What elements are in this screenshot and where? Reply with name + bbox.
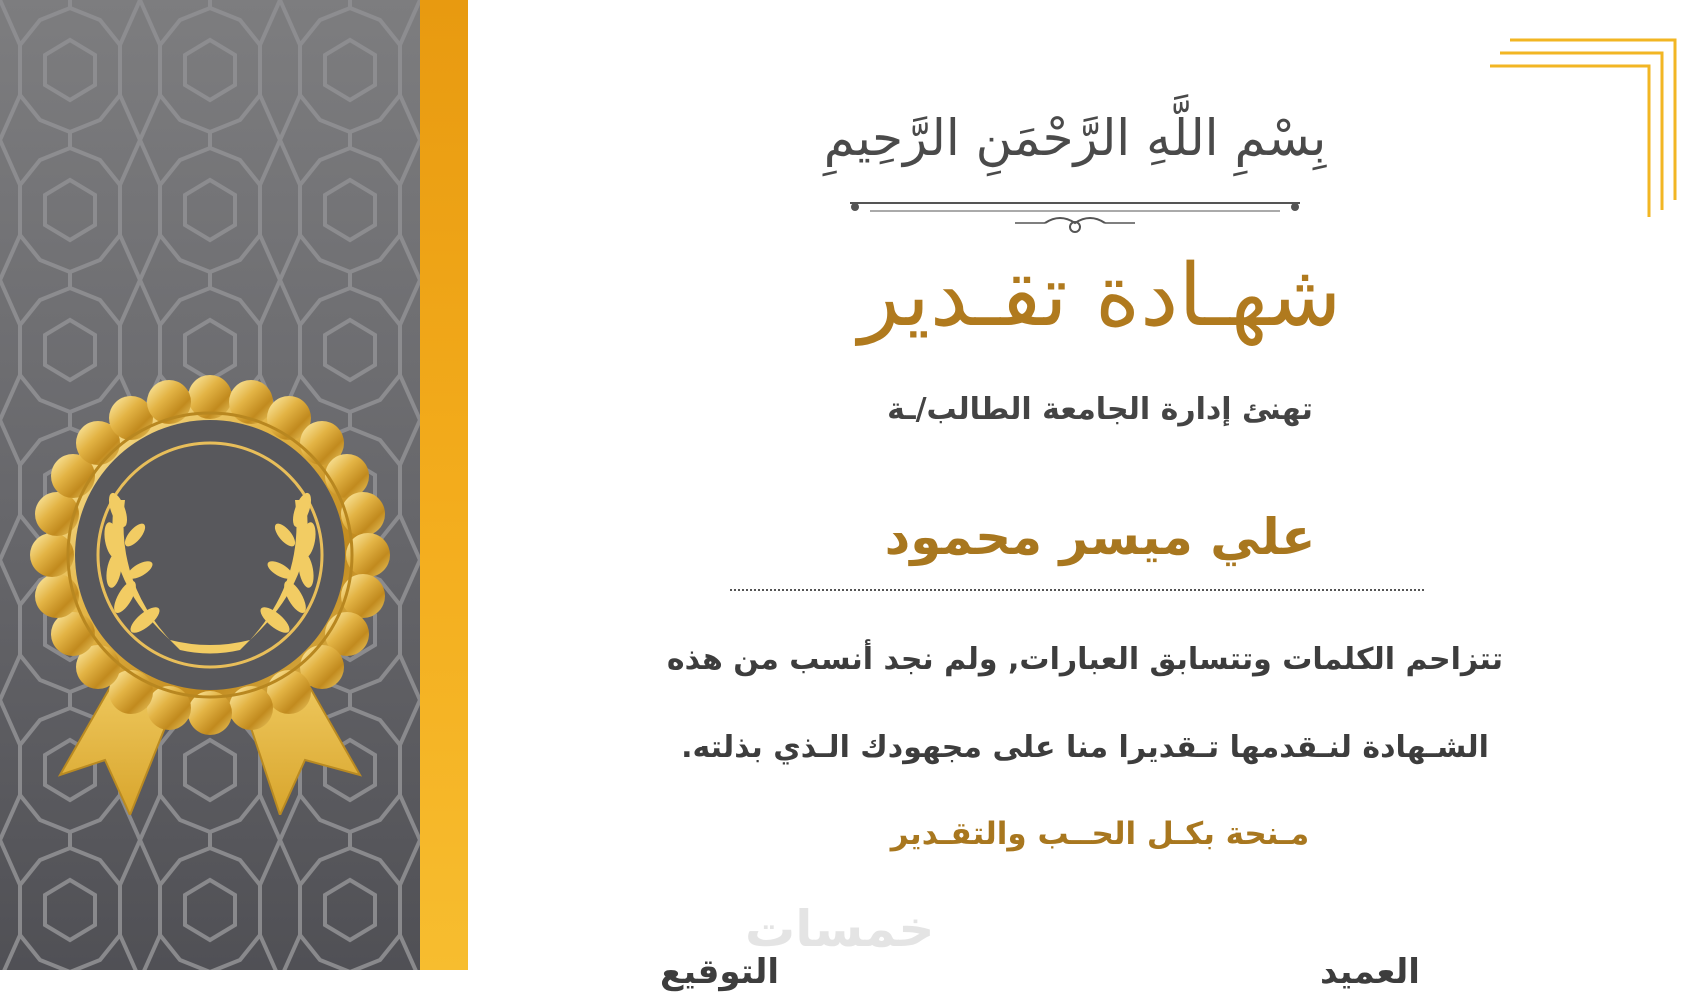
footer-signature-label: التوقيع xyxy=(660,952,779,992)
intro-text: تهنئ إدارة الجامعة الطالب/ـة xyxy=(887,392,1313,427)
signoff-text: مـنحة بكـل الحــب والتقـدير xyxy=(890,816,1310,852)
corner-line-ornament xyxy=(1490,35,1680,220)
footer-dean-label: العميد xyxy=(1320,952,1420,992)
name-underline xyxy=(730,589,1424,591)
body-text-line-1: تتزاحم الكلمات وتتسابق العبارات, ولم نجد أنسب من هذه xyxy=(666,642,1504,677)
watermark-logo: خمسات xyxy=(745,900,935,958)
certificate-title: شهـادة تقـدير xyxy=(858,246,1342,346)
body-text-line-2: الشـهادة لنـقدمها تـقديرا منا على مجهودك الـذي بذلته. xyxy=(681,730,1489,765)
award-medal-icon xyxy=(30,375,390,815)
gold-vertical-strip xyxy=(420,0,468,970)
basmala-calligraphy xyxy=(790,75,1350,239)
recipient-name: علي ميسر محمود xyxy=(884,508,1316,566)
basmala-text: بِسْمِ اللَّهِ الرَّحْمَنِ الرَّحِيمِ xyxy=(823,109,1327,167)
